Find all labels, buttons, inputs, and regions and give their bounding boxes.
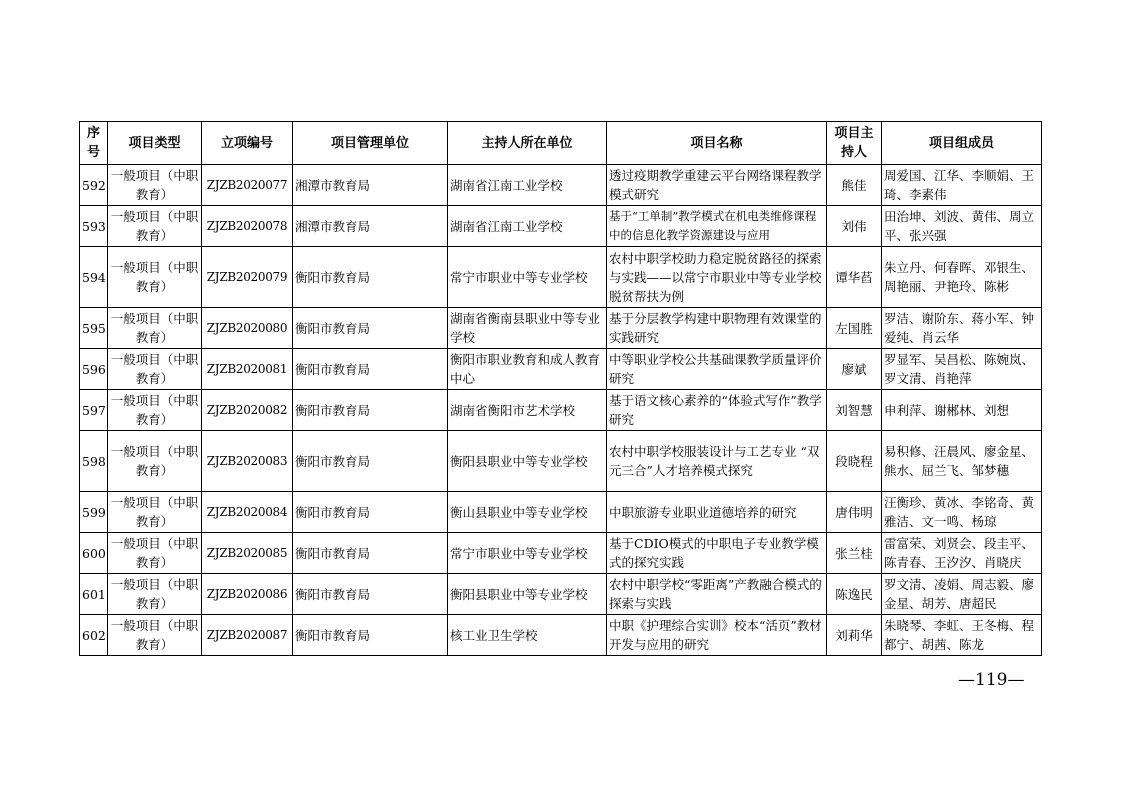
cell-host: 张兰桂 <box>827 533 882 574</box>
cell-seq: 597 <box>80 390 108 431</box>
cell-host: 陈逸民 <box>827 574 882 615</box>
cell-code: ZJZB2020085 <box>202 533 293 574</box>
cell-name: 中等职业学校公共基础课教学质量评价研究 <box>607 349 827 390</box>
cell-members: 罗显军、吴昌松、陈婉岚、罗文清、肖艳萍 <box>882 349 1042 390</box>
cell-type: 一般项目（中职教育） <box>108 165 202 206</box>
cell-name: 中职旅游专业职业道德培养的研究 <box>607 492 827 533</box>
cell-code: ZJZB2020079 <box>202 247 293 308</box>
cell-seq: 600 <box>80 533 108 574</box>
cell-code: ZJZB2020082 <box>202 390 293 431</box>
cell-name: 基于分层教学构建中职物理有效课堂的实践研究 <box>607 308 827 349</box>
cell-host: 刘莉华 <box>827 615 882 656</box>
cell-members: 朱立丹、何春晖、邓银生、周艳丽、尹艳玲、陈彬 <box>882 247 1042 308</box>
header-seq: 序号 <box>80 122 108 165</box>
cell-seq: 593 <box>80 206 108 247</box>
cell-mgmt-unit: 衡阳市教育局 <box>293 615 448 656</box>
cell-members: 田治坤、刘波、黄伟、周立平、张兴强 <box>882 206 1042 247</box>
cell-seq: 594 <box>80 247 108 308</box>
cell-host-unit: 核工业卫生学校 <box>448 615 607 656</box>
cell-seq: 601 <box>80 574 108 615</box>
table-row <box>80 533 1042 574</box>
cell-host-unit: 湖南省衡南县职业中等专业学校 <box>448 308 607 349</box>
cell-mgmt-unit: 衡阳市教育局 <box>293 492 448 533</box>
cell-mgmt-unit: 衡阳市教育局 <box>293 431 448 492</box>
cell-host: 段晓程 <box>827 431 882 492</box>
cell-members: 汪衡珍、黄冰、李铭奇、黄雅洁、文一鸣、杨琼 <box>882 492 1042 533</box>
table-row <box>80 349 1042 390</box>
cell-type: 一般项目（中职教育） <box>108 390 202 431</box>
cell-host: 刘智慧 <box>827 390 882 431</box>
cell-members: 朱晓琴、李虹、王冬梅、程都宁、胡茜、陈龙 <box>882 615 1042 656</box>
cell-members: 罗文清、凌娟、周志毅、廖金星、胡芳、唐超民 <box>882 574 1042 615</box>
cell-seq: 599 <box>80 492 108 533</box>
cell-mgmt-unit: 衡阳市教育局 <box>293 390 448 431</box>
cell-host-unit: 常宁市职业中等专业学校 <box>448 247 607 308</box>
cell-name: 农村中职学校助力稳定脱贫路径的探索与实践——以常宁市职业中等专业学校脱贫帮扶为例 <box>607 247 827 308</box>
cell-seq: 596 <box>80 349 108 390</box>
cell-name: 农村中职学校服装设计与工艺专业 “双元三合”人才培养模式探究 <box>607 431 827 492</box>
cell-seq: 602 <box>80 615 108 656</box>
cell-mgmt-unit: 衡阳市教育局 <box>293 247 448 308</box>
cell-mgmt-unit: 衡阳市教育局 <box>293 533 448 574</box>
cell-code: ZJZB2020077 <box>202 165 293 206</box>
cell-name: 农村中职学校“零距离”产教融合模式的探索与实践 <box>607 574 827 615</box>
cell-seq: 595 <box>80 308 108 349</box>
cell-type: 一般项目（中职教育） <box>108 431 202 492</box>
cell-host-unit: 衡阳县职业中等专业学校 <box>448 574 607 615</box>
cell-mgmt-unit: 湘潭市教育局 <box>293 206 448 247</box>
cell-mgmt-unit: 衡阳市教育局 <box>293 308 448 349</box>
cell-host: 刘伟 <box>827 206 882 247</box>
cell-name: 基于语文核心素养的“体验式写作”教学研究 <box>607 390 827 431</box>
cell-host: 廖斌 <box>827 349 882 390</box>
table-row <box>80 492 1042 533</box>
table-row <box>80 574 1042 615</box>
cell-host-unit: 湖南省衡阳市艺术学校 <box>448 390 607 431</box>
header-code: 立项编号 <box>202 122 293 165</box>
table-row <box>80 390 1042 431</box>
cell-seq: 592 <box>80 165 108 206</box>
cell-host-unit: 常宁市职业中等专业学校 <box>448 533 607 574</box>
cell-host: 谭华萏 <box>827 247 882 308</box>
cell-code: ZJZB2020081 <box>202 349 293 390</box>
cell-members: 雷富荣、刘贤会、段圭平、陈青春、王汐汐、肖晓庆 <box>882 533 1042 574</box>
cell-code: ZJZB2020078 <box>202 206 293 247</box>
cell-type: 一般项目（中职教育） <box>108 574 202 615</box>
cell-seq: 598 <box>80 431 108 492</box>
header-mgmt-unit: 项目管理单位 <box>293 122 448 165</box>
cell-type: 一般项目（中职教育） <box>108 349 202 390</box>
cell-code: ZJZB2020086 <box>202 574 293 615</box>
cell-type: 一般项目（中职教育） <box>108 615 202 656</box>
cell-host: 左国胜 <box>827 308 882 349</box>
cell-code: ZJZB2020087 <box>202 615 293 656</box>
cell-type: 一般项目（中职教育） <box>108 308 202 349</box>
cell-name: 中职《护理综合实训》校本“活页”教材开发与应用的研究 <box>607 615 827 656</box>
header-host-unit: 主持人所在单位 <box>448 122 607 165</box>
table-row <box>80 247 1042 308</box>
cell-code: ZJZB2020083 <box>202 431 293 492</box>
cell-type: 一般项目（中职教育） <box>108 206 202 247</box>
project-table <box>79 121 1042 656</box>
cell-mgmt-unit: 衡阳市教育局 <box>293 349 448 390</box>
cell-type: 一般项目（中职教育） <box>108 533 202 574</box>
cell-code: ZJZB2020080 <box>202 308 293 349</box>
cell-host-unit: 衡阳市职业教育和成人教育中心 <box>448 349 607 390</box>
header-host: 项目主持人 <box>827 122 882 165</box>
cell-host: 唐伟明 <box>827 492 882 533</box>
cell-type: 一般项目（中职教育） <box>108 492 202 533</box>
cell-name: 基于“工单制”教学模式在机电类维修课程中的信息化教学资源建设与应用 <box>607 206 827 247</box>
cell-members: 易积修、汪晨风、廖金星、熊水、屈兰飞、邹梦穗 <box>882 431 1042 492</box>
table-row <box>80 615 1042 656</box>
cell-host-unit: 湖南省江南工业学校 <box>448 165 607 206</box>
cell-host-unit: 湖南省江南工业学校 <box>448 206 607 247</box>
table-row <box>80 165 1042 206</box>
table-header-row <box>80 122 1042 165</box>
cell-host: 熊佳 <box>827 165 882 206</box>
table-row <box>80 308 1042 349</box>
header-type: 项目类型 <box>108 122 202 165</box>
cell-name: 透过疫期教学重建云平台网络课程教学模式研究 <box>607 165 827 206</box>
cell-code: ZJZB2020084 <box>202 492 293 533</box>
header-members: 项目组成员 <box>882 122 1042 165</box>
cell-host-unit: 衡阳县职业中等专业学校 <box>448 431 607 492</box>
cell-host-unit: 衡山县职业中等专业学校 <box>448 492 607 533</box>
cell-mgmt-unit: 衡阳市教育局 <box>293 574 448 615</box>
page-number: —119— <box>958 670 1025 690</box>
cell-name: 基于CDIO模式的中职电子专业教学模式的探究实践 <box>607 533 827 574</box>
cell-mgmt-unit: 湘潭市教育局 <box>293 165 448 206</box>
cell-members: 罗洁、谢阶东、蒋小军、钟爱纯、肖云华 <box>882 308 1042 349</box>
cell-members: 周爱国、江华、李顺娟、王琦、李素伟 <box>882 165 1042 206</box>
table-row <box>80 206 1042 247</box>
cell-type: 一般项目（中职教育） <box>108 247 202 308</box>
table-row <box>80 431 1042 492</box>
header-name: 项目名称 <box>607 122 827 165</box>
cell-members: 申利萍、谢郴林、刘想 <box>882 390 1042 431</box>
